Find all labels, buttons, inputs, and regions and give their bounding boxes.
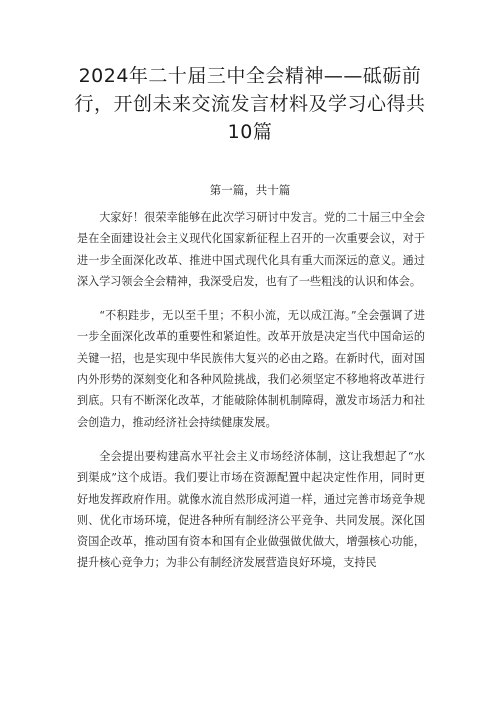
document-body xyxy=(77,207,425,587)
section-heading: 第一篇，共十篇 xyxy=(209,183,291,197)
body-paragraph: 大家好！很荣幸能够在此次学习研讨中发言。党的二十届三中全会是在全面建设社会主义现代化国家新征程上召开的一次重要会议，对于进一步全面深化改革、推进中国式现代化具有重大而深远的意义。通过深入学习领会全会精神，我深受启发，也有了一些粗浅的认识和体会。 xyxy=(77,211,425,288)
document-title: 2024年二十届三中全会精神——砥砺前行，开创未来交流发言材料及学习心得共10篇 xyxy=(74,65,426,143)
body-paragraph: 全会提出要构建高水平社会主义市场经济体制，这让我想起了“水到渠成”这个成语。我们要让市场在资源配置中起决定性作用，同时更好地发挥政府作用。就像水流自然形成河道一样，通过完善市场竞争规则、优化市场环境，促进各种所有制经济公平竞争、共同发展。深化国资国企改革，推动国有资本和国有企业做强做优做大，增强核心功能，提升核心竞争力；为非公有制经济发展营造良好环境，支持民 xyxy=(77,449,425,570)
body-paragraph: “不积跬步，无以至千里；不积小流，无以成江海。”全会强调了进一步全面深化改革的重要性和紧迫性。改革开放是决定当代中国命运的关键一招，也是实现中华民族伟大复兴的必由之路。在新时代，面对国内外形势的深刻变化和各种风险挑战，我们必须坚定不移地将改革进行到底。只有不断深化改革，才能破除体制机制障碍，激发市场活力和社会创造力，推动经济社会持续健康发展。 xyxy=(77,309,425,429)
